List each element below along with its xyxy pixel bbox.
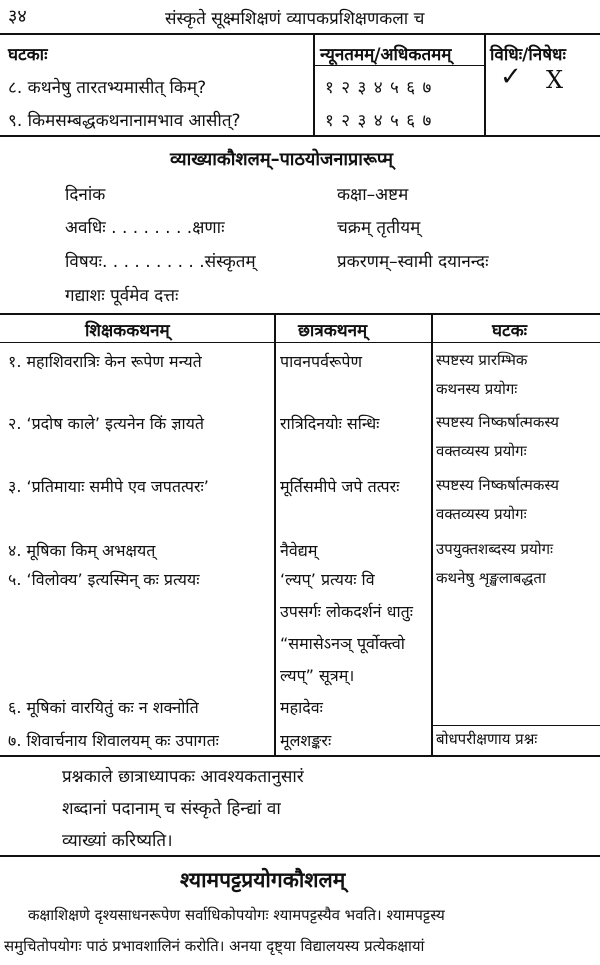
eval-table-top-rule: [0, 33, 600, 35]
component-text: वक्तव्यस्य प्रयोगः: [436, 442, 527, 460]
duration-label: अवधिः . . . . . . . .क्षणाः: [65, 218, 225, 238]
eval-header-ghataka: घटकाः: [8, 45, 48, 65]
student-response: ल्यप्” सूत्रम्।: [280, 666, 355, 685]
col-header-component: घटकः: [492, 321, 528, 341]
note-line: शब्दानां पदानाम् च संस्कृते हिन्द्यां वा: [62, 799, 281, 819]
student-response: पावनपर्वरूपेण: [280, 352, 363, 371]
lesson-plan-title: व्याख्याकौशलम्–पाठयोजनाप्रारूप्म्: [170, 149, 393, 170]
dialogue-table-divider-1: [274, 313, 276, 755]
component-text: स्पष्टस्य निष्कर्षात्मकस्य: [436, 476, 559, 494]
teacher-statement: ४. मूषिका किम् अभक्षयत्: [8, 541, 156, 560]
teacher-statement: २. ‘प्रदोष काले’ इत्यनेन किं ज्ञायते: [8, 414, 205, 433]
component-text: स्पष्टस्य निष्कर्षात्मकस्य: [436, 413, 559, 431]
eval-scale-underline: [313, 65, 486, 66]
dialogue-header-rule: [0, 342, 600, 343]
teacher-statement: ५. ‘विलोक्य’ इत्यस्मिन् कः प्रत्ययः: [8, 570, 200, 589]
class-label: कक्षा–अष्टम: [337, 185, 409, 205]
section-rule: [0, 855, 600, 857]
section-body-line: समुचितोपयोगः पाठं प्रभावशालिनं करोति। अनया दृष्ट्या विद्यालयस्य प्रत्येकक्षायां: [4, 937, 425, 955]
eval-header-vidhi: विधिः/निषेधः: [490, 45, 566, 65]
component-text: स्पष्टस्य प्रारम्भिक: [436, 351, 528, 369]
cross-mark-icon: X: [546, 66, 564, 94]
component-text: वक्तव्यस्य प्रयोगः: [436, 505, 527, 523]
teacher-statement: ३. ‘प्रतिमायाः समीपे एव जपतत्परः’: [8, 477, 209, 496]
section-title: श्यामपट्टप्रयोगकौशलम्: [180, 868, 346, 892]
passage-label: गद्याशः पूर्वमेव दत्तः: [65, 286, 179, 306]
teacher-statement: ७. शिवार्चनाय शिवालयम् कः उपागतः: [8, 731, 219, 750]
eval-table-divider-1: [313, 35, 315, 135]
student-response: मूर्तिसमीपे जपे तत्परः: [280, 477, 400, 496]
date-label: दिनांक: [65, 185, 106, 205]
component-text: बोधपरीक्षणाय प्रश्नः: [436, 730, 538, 748]
student-response: नैवेद्यम्: [280, 541, 318, 560]
dialogue-table-top-rule: [0, 313, 600, 315]
eval-table-bottom-rule: [0, 135, 600, 137]
eval-row-scale: १ २ ३ ४ ५ ६ ७: [325, 111, 433, 131]
section-body-line: कक्षाशिक्षणे दृश्यसाधनरूपेण सर्वाधिकोपयोगः श्यामपट्टस्यैव भवति। श्यामपट्टस्य: [28, 906, 445, 924]
eval-row-scale: १ २ ३ ४ ५ ६ ७: [325, 78, 433, 98]
student-response: रात्रिदिनयोः सन्धिः: [280, 414, 380, 433]
dialogue-table-divider-2: [431, 313, 433, 755]
note-line: प्रश्नकाले छात्राध्यापकः आवश्यकतानुसारं: [62, 767, 304, 787]
tick-mark-icon: ✓: [500, 62, 522, 92]
page-number: ३४: [8, 6, 27, 27]
chapter-label: प्रकरणम्–स्वामी दयानन्दः: [337, 252, 489, 272]
component-text: कथनेषु शृङ्खलाबद्धता: [436, 569, 546, 587]
teacher-statement: १. महाशिवरात्रिः केन रूपेण मन्यते: [8, 352, 202, 371]
component-text: उपयुक्तशब्दस्य प्रयोगः: [436, 540, 554, 558]
dialogue-table-bottom-rule: [0, 755, 600, 757]
student-response: महादेवः: [280, 698, 323, 717]
component-row7-rule: [431, 725, 600, 726]
col-header-student: छात्रकथनम्: [298, 321, 368, 341]
student-response: “समासेऽनञ् पूर्वोक्त्वो: [280, 634, 405, 653]
col-header-teacher: शिक्षककथनम्: [85, 321, 170, 341]
note-line: व्याख्यां करिष्यति।: [62, 831, 173, 851]
student-response: ‘ल्यप्’ प्रत्ययः वि: [280, 570, 375, 589]
student-response: मूलशङ्करः: [280, 731, 332, 750]
component-text: कथनस्य प्रयोगः: [436, 380, 518, 398]
student-response: उपसर्गः लोकदर्शनं धातुः: [280, 602, 413, 621]
teacher-statement: ६. मूषिकां वारयितुं कः न शक्नोति: [8, 698, 199, 717]
eval-header-scale: न्यूनतमम्/अधिकतमम्: [320, 45, 452, 65]
eval-row-label: ९. किमसम्बद्धकथनानामभाव आसीत्?: [8, 111, 241, 131]
cycle-label: चक्रम् तृतीयम्: [337, 218, 421, 238]
eval-row-label: ८. कथनेषु तारतभ्यमासीत् किम्?: [8, 78, 207, 98]
subject-label: विषयः. . . . . . . . . .संस्कृतम्: [65, 252, 256, 272]
eval-table-divider-2: [484, 35, 486, 135]
running-title: संस्कृते सूक्ष्मशिक्षणं व्यापकप्रशिक्षणकला च: [165, 9, 425, 29]
